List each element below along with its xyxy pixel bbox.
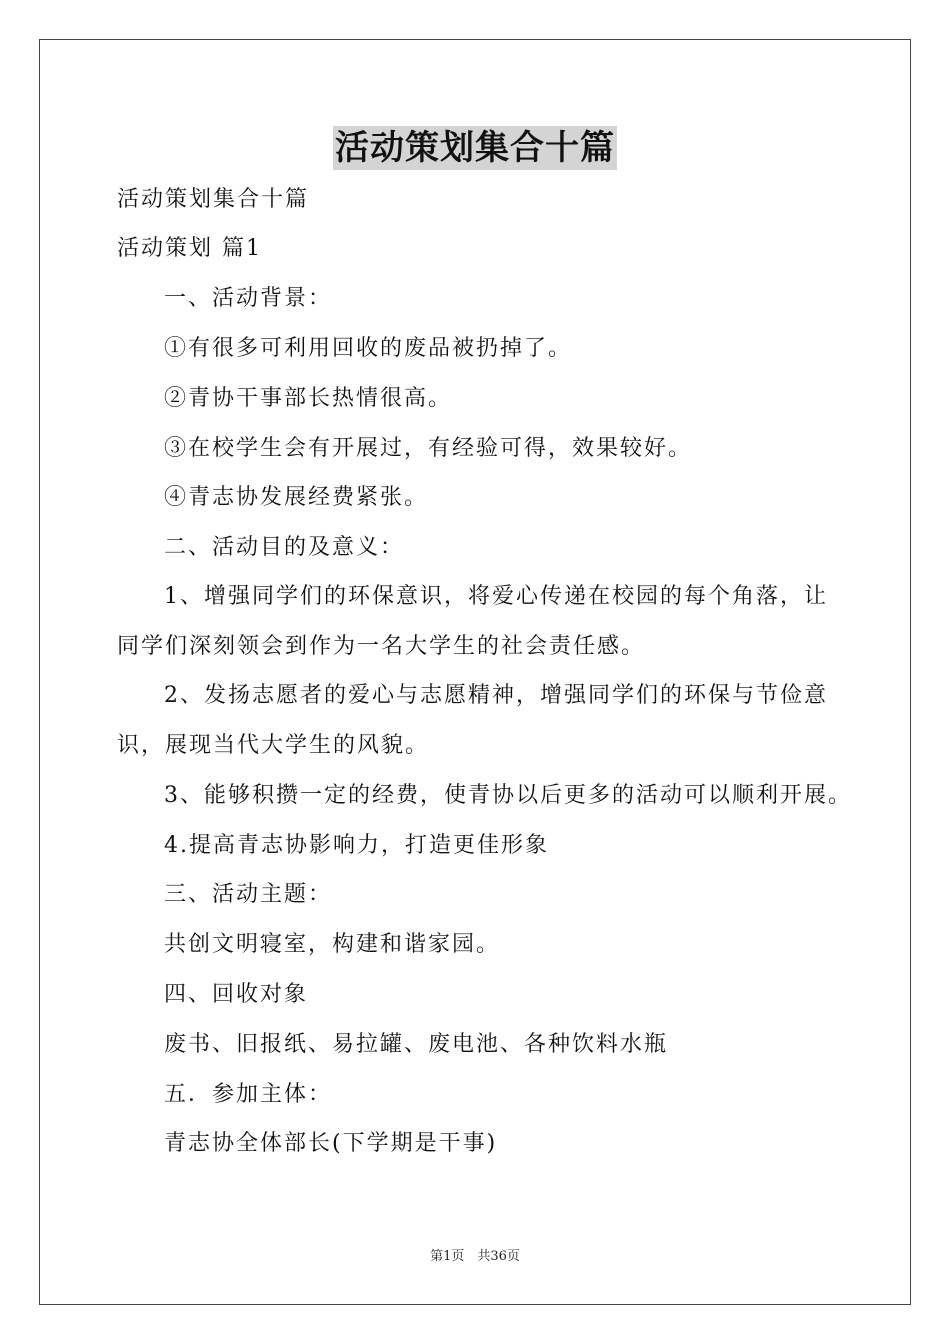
paragraph-line: 二、活动目的及意义： — [164, 535, 405, 560]
paragraph-line: 3、能够积攒一定的经费，使青协以后更多的活动可以顺利开展。 — [164, 783, 852, 808]
paragraph-line: 共创文明寝室，构建和谐家园。 — [164, 932, 501, 957]
paragraph-line: 同学们深刻领会到作为一名大学生的社会责任感。 — [117, 634, 646, 659]
paragraph-line: 2、发扬志愿者的爱心与志愿精神，增强同学们的环保与节俭意 — [164, 683, 828, 708]
paragraph-line: ③在校学生会有开展过，有经验可得，效果较好。 — [164, 436, 693, 461]
paragraph-line: 五．参加主体： — [164, 1082, 333, 1107]
paragraph-line: 青志协全体部长(下学期是干事) — [164, 1131, 498, 1156]
title-wrap — [0, 126, 950, 170]
paragraph-line: 1、增强同学们的环保意识，将爱心传递在校园的每个角落，让 — [164, 584, 828, 609]
paragraph-line: 三、活动主题： — [164, 882, 333, 907]
paragraph-line: 一、活动背景： — [164, 286, 333, 311]
subtitle-line: 活动策划集合十篇 — [117, 187, 310, 212]
page-footer: 第1页 共36页 — [430, 1249, 520, 1264]
paragraph-line: ④青志协发展经费紧张。 — [164, 485, 429, 510]
paragraph-line: 识，展现当代大学生的风貌。 — [117, 733, 430, 758]
section-heading: 活动策划 篇1 — [117, 236, 262, 261]
paragraph-line: ②青协干事部长热情很高。 — [164, 386, 453, 411]
paragraph-line: 4.提高青志协影响力，打造更佳形象 — [164, 833, 549, 858]
paragraph-line: 废书、旧报纸、易拉罐、废电池、各种饮料水瓶 — [164, 1032, 669, 1057]
paragraph-line: ①有很多可利用回收的废品被扔掉了。 — [164, 336, 573, 361]
document-title: 活动策划集合十篇 — [335, 128, 615, 168]
paragraph-line: 四、回收对象 — [164, 982, 309, 1007]
page-border — [39, 39, 911, 1305]
